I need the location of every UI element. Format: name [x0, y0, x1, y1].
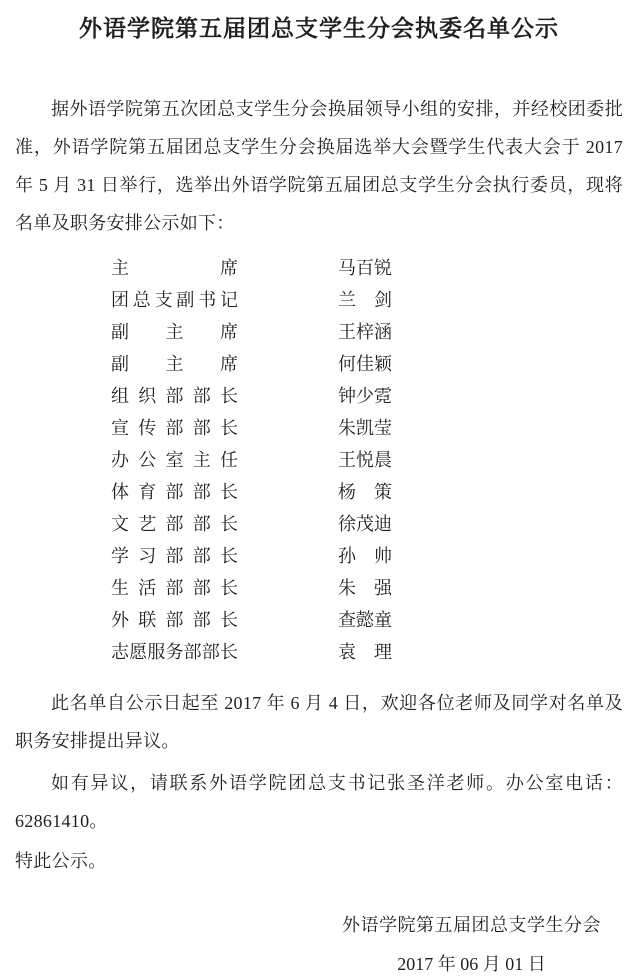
roster-name: 袁 理	[338, 642, 392, 662]
signature-date: 2017 年 06 月 01 日	[397, 954, 546, 974]
roster-name: 何佳颖	[338, 354, 392, 374]
roster-name: 马百锐	[338, 258, 392, 278]
roster-name: 钟少霓	[338, 386, 392, 406]
roster-position: 生活部部长	[111, 578, 238, 598]
roster-row	[111, 540, 623, 572]
roster-row	[111, 348, 623, 380]
roster-row	[111, 380, 623, 412]
roster-position: 副主席	[111, 322, 238, 342]
roster-name: 朱凯莹	[338, 418, 392, 438]
roster-row	[111, 636, 623, 668]
notice-paragraph: 此名单自公示日起至 2017 年 6 月 4 日，欢迎各位老师及同学对名单及职务安排提出异议。	[15, 693, 623, 751]
roster-name: 朱 强	[338, 578, 392, 598]
roster-position: 办公室主任	[111, 450, 238, 470]
roster-row	[111, 476, 623, 508]
roster-position: 副主席	[111, 354, 238, 374]
roster-position: 志愿服务部部长	[111, 642, 238, 662]
roster-row	[111, 444, 623, 476]
roster-row	[111, 412, 623, 444]
roster-name: 王悦晨	[338, 450, 392, 470]
document-title: 外语学院第五届团总支学生分会执委名单公示	[79, 16, 559, 41]
roster-position: 团总支副书记	[111, 290, 238, 310]
roster-position: 组织部部长	[111, 386, 238, 406]
closing-paragraph: 特此公示。	[15, 851, 107, 871]
roster-row	[111, 508, 623, 540]
contact-paragraph: 如有异议，请联系外语学院团总支书记张圣洋老师。办公室电话：62861410。	[15, 773, 623, 831]
roster-row	[111, 316, 623, 348]
roster-name: 查懿童	[338, 610, 392, 630]
intro-paragraph: 据外语学院第五次团总支学生分会换届领导小组的安排，并经校团委批准，外语学院第五届团总支学生分会换届选举大会暨学生代表大会于 2017 年 5 月 31 日举行，选举出外语学院第五届团总支学生分会执行委员，现将名单及职务安排公示如下：	[15, 99, 623, 233]
signature-org: 外语学院第五届团总支学生分会	[342, 915, 601, 935]
signature-block	[342, 912, 601, 976]
roster-position: 外联部部长	[111, 610, 238, 630]
roster-name: 孙 帅	[338, 546, 392, 566]
roster-name: 王梓涵	[338, 322, 392, 342]
roster-row	[111, 604, 623, 636]
roster-position: 体育部部长	[111, 482, 238, 502]
roster-position: 主席	[111, 258, 238, 278]
roster-list	[111, 252, 623, 668]
roster-row	[111, 284, 623, 316]
roster-name: 杨 策	[338, 482, 392, 502]
roster-position: 文艺部部长	[111, 514, 238, 534]
roster-position: 学习部部长	[111, 546, 238, 566]
roster-row	[111, 252, 623, 284]
roster-name: 徐茂迪	[338, 514, 392, 534]
roster-name: 兰 剑	[338, 290, 392, 310]
roster-position: 宣传部部长	[111, 418, 238, 438]
roster-row	[111, 572, 623, 604]
